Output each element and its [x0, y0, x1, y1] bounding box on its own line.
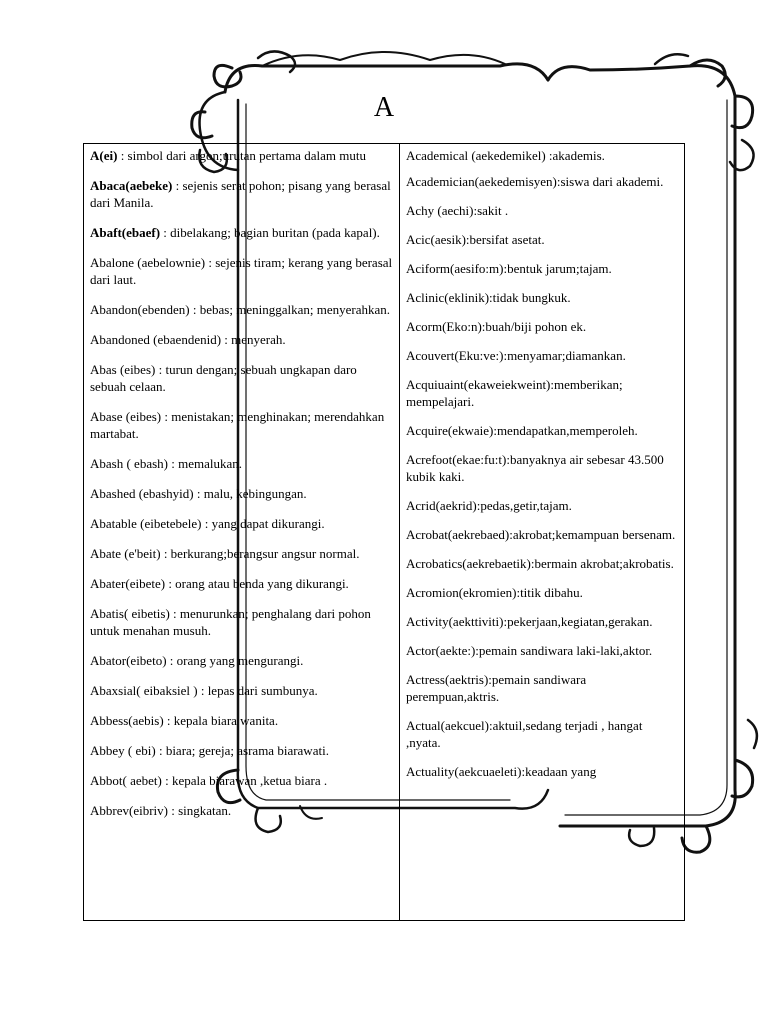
dictionary-entry: Actress(aektris):pemain sandiwara perempuan,aktris.	[406, 672, 587, 704]
dictionary-entry: Acquiuaint(ekaweiekweint):memberikan; mempelajari.	[406, 377, 623, 409]
dictionary-entry	[90, 515, 393, 532]
dictionary-entry: Activity(aekttiviti):pekerjaan,kegiatan,gerakan.	[406, 614, 653, 629]
entry-definition: : dibelakang; bagian buritan (pada kapal).	[160, 225, 380, 240]
entry-term: Abandoned (ebaendenid)	[90, 332, 222, 347]
entry-term: Abashed (ebashyid)	[90, 486, 194, 501]
entry-definition: : sejenis tiram; kerang yang berasal dari laut.	[90, 255, 393, 287]
entry-definition: : sejenis serat pohon; pisang yang berasal dari Manila.	[90, 178, 391, 210]
dictionary-entry	[90, 177, 393, 211]
entry-term: Abatable (eibetebele)	[90, 516, 202, 531]
entry-definition: : berkurang;berangsur angsur normal.	[160, 546, 360, 561]
entry-definition: : orang yang mengurangi.	[166, 653, 304, 668]
dictionary-entry	[90, 455, 393, 472]
dictionary-entry: Academician(aekedemisyen):siswa dari akademi.	[406, 174, 664, 189]
dictionary-entry	[90, 408, 393, 442]
entry-definition: : yang dapat dikurangi.	[201, 516, 325, 531]
entry-term: Abbey ( ebi)	[90, 743, 156, 758]
dictionary-entry	[90, 652, 393, 669]
dictionary-entry: Acic(aesik):bersifat asetat.	[406, 232, 545, 247]
dictionary-entry	[90, 772, 393, 789]
entry-definition: : kepala biarawan ,ketua biara .	[161, 773, 328, 788]
entry-term: Abbot( aebet)	[90, 773, 162, 788]
entry-term: Abaxsial( eibaksiel )	[90, 683, 198, 698]
dictionary-entry	[90, 361, 393, 395]
dictionary-entry: Acromion(ekromien):titik dibahu.	[406, 585, 583, 600]
left-column	[84, 144, 400, 920]
right-column	[400, 144, 684, 920]
dictionary-entry	[90, 802, 393, 819]
dictionary-entry	[90, 331, 393, 348]
entry-definition: : turun dengan; sebuah ungkapan daro sebuah celaan.	[90, 362, 357, 394]
dictionary-entry: Aclinic(eklinik):tidak bungkuk.	[406, 290, 571, 305]
dictionary-entry	[90, 742, 393, 759]
dictionary-entry: Academical (aekedemikel) :akademis.	[406, 148, 605, 163]
entry-term: Abas (eibes)	[90, 362, 156, 377]
entry-definition: : memalukan.	[167, 456, 242, 471]
dictionary-entry: Actual(aekcuel):aktuil,sedang terjadi , hangat ,nyata.	[406, 718, 643, 750]
page-letter-heading: A	[373, 92, 395, 123]
dictionary-entry: Actuality(aekcuaeleti):keadaan yang	[406, 764, 597, 779]
entry-definition: : biara; gereja; asrama biarawati.	[155, 743, 329, 758]
entry-term: Abalone (aebelownie)	[90, 255, 206, 270]
dictionary-table	[83, 143, 685, 921]
entry-term: Abater(eibete)	[90, 576, 166, 591]
dictionary-entry: Actor(aekte:):pemain sandiwara laki-laki,aktor.	[406, 643, 653, 658]
entry-term: Abase (eibes)	[90, 409, 162, 424]
dictionary-entry	[90, 605, 393, 639]
dictionary-entry	[90, 224, 393, 241]
entry-term: Abaft(ebaef)	[90, 225, 161, 240]
entry-definition: : orang atau benda yang dikurangi.	[165, 576, 349, 591]
entry-term: Abash ( ebash)	[90, 456, 168, 471]
dictionary-entry: Acrobat(aekrebaed):akrobat;kemampuan bersenam.	[406, 527, 676, 542]
dictionary-entry	[90, 545, 393, 562]
entry-term: Abandon(ebenden)	[90, 302, 190, 317]
dictionary-entry: Acorm(Eko:n):buah/biji pohon ek.	[406, 319, 587, 334]
entry-term: Abaca(aebeke)	[90, 178, 173, 193]
entry-definition: : menyerah.	[221, 332, 286, 347]
dictionary-entry: Acrobatics(aekrebaetik):bermain akrobat;akrobatis.	[406, 556, 674, 571]
dictionary-entry: Achy (aechi):sakit .	[406, 203, 509, 218]
dictionary-entry	[90, 712, 393, 729]
entry-definition: : kepala biara wanita.	[163, 713, 279, 728]
entry-definition: : malu, kebingungan.	[193, 486, 307, 501]
dictionary-entry: Acrid(aekrid):pedas,getir,tajam.	[406, 498, 572, 513]
dictionary-entry: Acouvert(Eku:ve:):menyamar;diamankan.	[406, 348, 626, 363]
entry-definition: : singkatan.	[167, 803, 232, 818]
entry-definition: : menistakan; menghinakan; merendahkan martabat.	[90, 409, 385, 441]
entry-definition: : lepas dari sumbunya.	[197, 683, 318, 698]
entry-definition: : bebas; meninggalkan; menyerahkan.	[189, 302, 390, 317]
entry-term: Abbrev(eibriv)	[90, 803, 168, 818]
dictionary-entry: Acrefoot(ekae:fu:t):banyaknya air sebesar 43.500 kubik kaki.	[406, 452, 664, 484]
dictionary-entry	[90, 682, 393, 699]
entry-definition: : menurunkan; penghalang dari pohon untuk menahan musuh.	[90, 606, 371, 638]
dictionary-entry	[90, 485, 393, 502]
entry-definition: : simbol dari argon;urutan pertama dalam mutu	[117, 148, 366, 163]
entry-term: Abate (e'beit)	[90, 546, 161, 561]
dictionary-entry: Aciform(aesifo:m):bentuk jarum;tajam.	[406, 261, 612, 276]
entry-term: A(ei)	[90, 148, 118, 163]
dictionary-entry	[90, 147, 393, 164]
dictionary-entry: Acquire(ekwaie):mendapatkan,memperoleh.	[406, 423, 638, 438]
entry-term: Abatis( eibetis)	[90, 606, 170, 621]
dictionary-entry	[90, 254, 393, 288]
entry-term: Abbess(aebis)	[90, 713, 164, 728]
dictionary-entry	[90, 301, 393, 318]
entry-term: Abator(eibeto)	[90, 653, 167, 668]
dictionary-entry	[90, 575, 393, 592]
